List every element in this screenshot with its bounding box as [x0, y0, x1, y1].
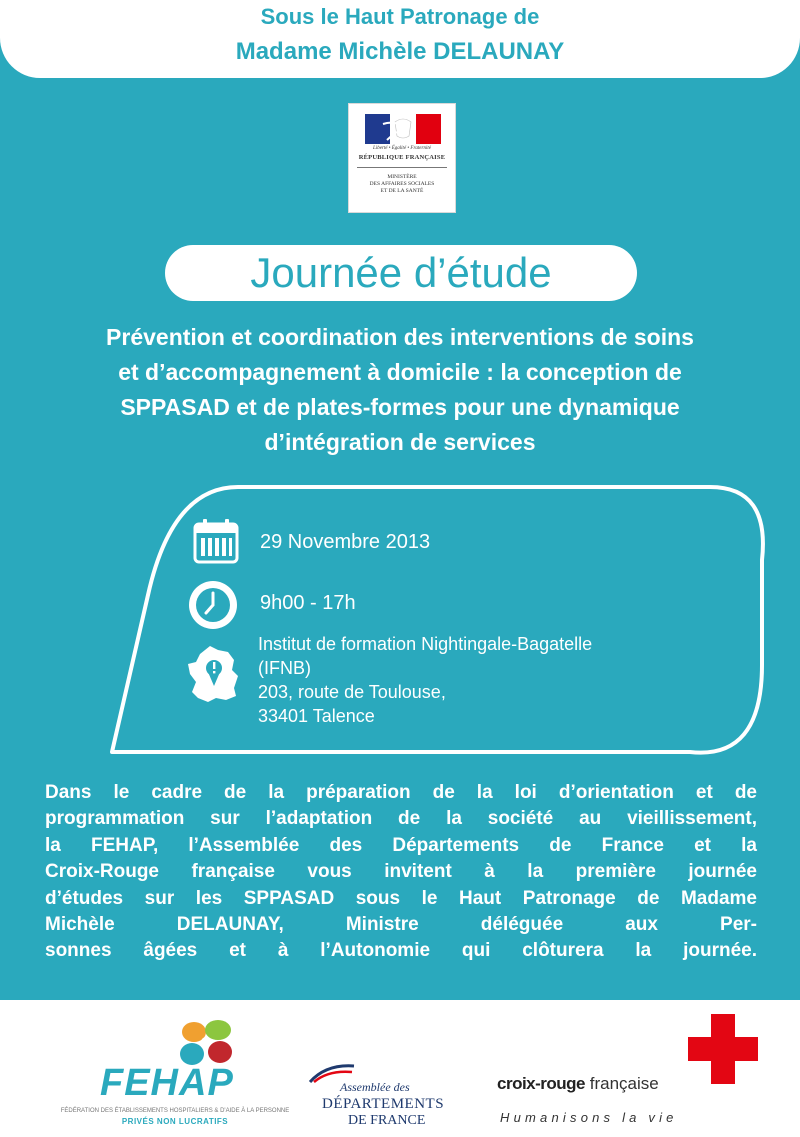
ministry-line: ET DE LA SANTÉ: [380, 188, 424, 194]
republic-name: RÉPUBLIQUE FRANÇAISE: [358, 154, 446, 161]
patronage-line-2: Madame Michèle DELAUNAY: [235, 38, 565, 65]
description-line: Croix-Rouge française vous invitent à la première journée: [45, 861, 757, 883]
clock-icon: [188, 580, 238, 630]
calendar-icon: [192, 517, 240, 565]
description-line: sonnes âgées et à l’Autonomie qui clôturera la journée.: [45, 940, 757, 962]
adf-name-line-3: DE FRANCE: [348, 1113, 426, 1128]
event-date: 29 Novembre 2013: [260, 531, 431, 553]
croix-rouge-name-bold: croix-rouge: [497, 1074, 586, 1093]
event-venue: [258, 632, 592, 728]
fehap-tagline: PRIVÉS NON LUCRATIFS: [121, 1117, 229, 1126]
event-time: 9h00 - 17h: [260, 592, 356, 614]
venue-line: Institut de formation Nightingale-Bagatelle: [258, 634, 593, 654]
event-description: [45, 780, 757, 965]
description-line: Dans le cadre de la préparation de la loi d’orientation et de: [45, 782, 757, 803]
subtitle-line: d’intégration de services: [264, 429, 536, 455]
description-line: Michèle DELAUNAY, Ministre déléguée aux Per-: [45, 914, 757, 936]
croix-rouge-name-light: française: [589, 1074, 659, 1093]
fehap-description: FÉDÉRATION DES ÉTABLISSEMENTS HOSPITALIERS & D'AIDE À LA PERSONNE: [60, 1108, 290, 1114]
ministry-line: DES AFFAIRES SOCIALES: [369, 181, 435, 187]
red-cross-icon: [688, 1014, 758, 1084]
france-location-icon: [186, 644, 242, 704]
description-line: d’études sur les SPPASAD sous le Haut Patronage de Madame: [45, 887, 757, 909]
subtitle-line: SPPASAD et de plates-formes pour une dynamique: [120, 394, 680, 420]
croix-rouge-tagline: Humanisons la vie: [500, 1110, 678, 1125]
description-line: la FEHAP, l’Assemblée des Départements de France et la: [45, 834, 757, 856]
adf-name-line-1: Assemblée des: [340, 1080, 410, 1094]
venue-line: 203, route de Toulouse,: [258, 682, 446, 702]
republic-motto: Liberté • Égalité • Fraternité: [373, 146, 431, 151]
description-line: programmation sur l’adaptation de la société au vieillissement,: [45, 808, 757, 830]
event-title: Journée d’étude: [165, 245, 637, 301]
adf-name-line-2: DÉPARTEMENTS: [322, 1096, 445, 1112]
patronage-line-1: Sous le Haut Patronage de: [260, 4, 540, 29]
subtitle-line: et d’accompagnement à domicile : la conception de: [118, 359, 682, 385]
subtitle-line: Prévention et coordination des interventions de soins: [106, 324, 694, 350]
venue-line: 33401 Talence: [258, 706, 375, 726]
ministry-line: MINISTÈRE: [387, 174, 417, 180]
fehap-logo-text: FEHAP: [100, 1062, 234, 1104]
venue-line: (IFNB): [258, 658, 311, 678]
croix-rouge-name: [497, 1074, 659, 1094]
